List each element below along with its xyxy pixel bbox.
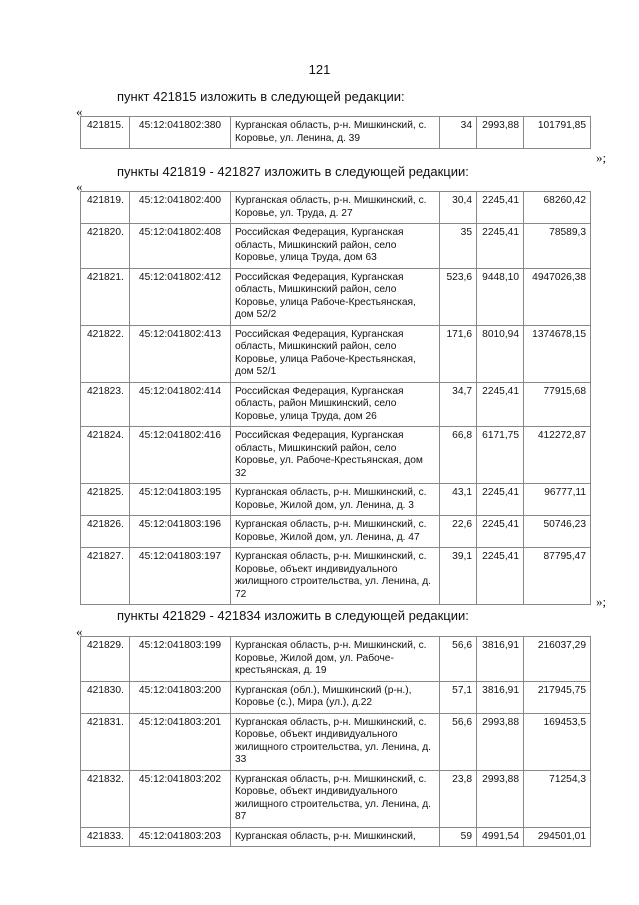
cadastral-number-cell: 45:12:041803:199 bbox=[130, 637, 231, 682]
table-row bbox=[81, 268, 591, 325]
row-number-cell: 421829. bbox=[81, 637, 130, 682]
address-cell: Российская Федерация, Курганская область, Мишкинский район, село Коровье, улица Труда, дом 63 bbox=[231, 224, 440, 269]
area-cell: 43,1 bbox=[440, 484, 477, 516]
unit-cost-cell: 6171,75 bbox=[477, 427, 524, 484]
address-cell: Российская Федерация, Курганская область, Мишкинский район, село Коровье, улица Рабоче-Крестьянская, дом 52/1 bbox=[231, 325, 440, 382]
cadastral-number-cell: 45:12:041803:203 bbox=[130, 827, 231, 847]
unit-cost-cell: 2993,88 bbox=[477, 770, 524, 827]
cadastral-number-cell: 45:12:041803:200 bbox=[130, 681, 231, 713]
unit-cost-cell: 2245,41 bbox=[477, 484, 524, 516]
open-quote: « bbox=[76, 179, 83, 194]
total-value-cell: 71254,3 bbox=[524, 770, 591, 827]
row-number-cell: 421823. bbox=[81, 382, 130, 427]
row-number-cell: 421830. bbox=[81, 681, 130, 713]
area-cell: 35 bbox=[440, 224, 477, 269]
address-cell: Курганская область, р-н. Мишкинский, с. Коровье, объект индивидуального жилищного строительства, ул. Ленина, д. 87 bbox=[231, 770, 440, 827]
row-number-cell: 421832. bbox=[81, 770, 130, 827]
cadastral-number-cell: 45:12:041802:400 bbox=[130, 192, 231, 224]
area-cell: 56,6 bbox=[440, 713, 477, 770]
section-intro: пункт 421815 изложить в следующей редакции: bbox=[117, 89, 405, 104]
unit-cost-cell: 2245,41 bbox=[477, 192, 524, 224]
address-cell: Российская Федерация, Курганская область, Мишкинский район, село Коровье, улица Рабоче-Крестьянская, дом 52/2 bbox=[231, 268, 440, 325]
area-cell: 66,8 bbox=[440, 427, 477, 484]
close-quote: »; bbox=[596, 150, 607, 165]
cadastral-number-cell: 45:12:041802:380 bbox=[130, 117, 231, 149]
total-value-cell: 96777,11 bbox=[524, 484, 591, 516]
row-number-cell: 421821. bbox=[81, 268, 130, 325]
total-value-cell: 294501,01 bbox=[524, 827, 591, 847]
address-cell: Курганская область, р-н. Мишкинский, с. Коровье, объект индивидуального жилищного строительства, ул. Ленина, д. 72 bbox=[231, 548, 440, 605]
cadastral-number-cell: 45:12:041803:201 bbox=[130, 713, 231, 770]
table-row bbox=[81, 192, 591, 224]
table-row bbox=[81, 325, 591, 382]
page-number: 121 bbox=[308, 62, 331, 77]
table-row bbox=[81, 224, 591, 269]
cadastral-number-cell: 45:12:041802:414 bbox=[130, 382, 231, 427]
unit-cost-cell: 9448,10 bbox=[477, 268, 524, 325]
address-cell: Курганская область, р-н. Мишкинский, с. Коровье, ул. Труда, д. 27 bbox=[231, 192, 440, 224]
unit-cost-cell: 2993,88 bbox=[477, 713, 524, 770]
table-row bbox=[81, 516, 591, 548]
total-value-cell: 4947026,38 bbox=[524, 268, 591, 325]
row-number-cell: 421833. bbox=[81, 827, 130, 847]
total-value-cell: 216037,29 bbox=[524, 637, 591, 682]
area-cell: 59 bbox=[440, 827, 477, 847]
area-cell: 39,1 bbox=[440, 548, 477, 605]
address-cell: Курганская область, р-н. Мишкинский, с. Коровье, Жилой дом, ул. Ленина, д. 47 bbox=[231, 516, 440, 548]
close-quote: »; bbox=[596, 594, 607, 609]
unit-cost-cell: 2245,41 bbox=[477, 382, 524, 427]
area-cell: 30,4 bbox=[440, 192, 477, 224]
total-value-cell: 169453,5 bbox=[524, 713, 591, 770]
row-number-cell: 421831. bbox=[81, 713, 130, 770]
row-number-cell: 421825. bbox=[81, 484, 130, 516]
address-cell: Российская Федерация, Курганская область, район Мишкинский, село Коровье, улица Труда, дом 26 bbox=[231, 382, 440, 427]
open-quote: « bbox=[76, 104, 83, 119]
cadastral-number-cell: 45:12:041802:408 bbox=[130, 224, 231, 269]
address-cell: Курганская область, р-н. Мишкинский, с. Коровье, Жилой дом, ул. Ленина, д. 3 bbox=[231, 484, 440, 516]
area-cell: 56,6 bbox=[440, 637, 477, 682]
address-cell: Курганская (обл.), Мишкинский (р-н.), Коровье (с.), Мира (ул.), д.22 bbox=[231, 681, 440, 713]
unit-cost-cell: 3816,91 bbox=[477, 637, 524, 682]
total-value-cell: 217945,75 bbox=[524, 681, 591, 713]
table-row bbox=[81, 117, 591, 149]
row-number-cell: 421824. bbox=[81, 427, 130, 484]
table-row bbox=[81, 382, 591, 427]
row-number-cell: 421827. bbox=[81, 548, 130, 605]
unit-cost-cell: 3816,91 bbox=[477, 681, 524, 713]
cadastral-number-cell: 45:12:041803:196 bbox=[130, 516, 231, 548]
row-number-cell: 421820. bbox=[81, 224, 130, 269]
table-row bbox=[81, 770, 591, 827]
row-number-cell: 421826. bbox=[81, 516, 130, 548]
table-row bbox=[81, 548, 591, 605]
total-value-cell: 87795,47 bbox=[524, 548, 591, 605]
total-value-cell: 50746,23 bbox=[524, 516, 591, 548]
table-row bbox=[81, 427, 591, 484]
cadastral-number-cell: 45:12:041803:202 bbox=[130, 770, 231, 827]
unit-cost-cell: 4991,54 bbox=[477, 827, 524, 847]
section-table bbox=[80, 191, 591, 605]
section-intro: пункты 421829 - 421834 изложить в следующей редакции: bbox=[117, 608, 469, 623]
unit-cost-cell: 2245,41 bbox=[477, 516, 524, 548]
table-row bbox=[81, 681, 591, 713]
address-cell: Курганская область, р-н. Мишкинский, bbox=[231, 827, 440, 847]
address-cell: Курганская область, р-н. Мишкинский, с. Коровье, объект индивидуального жилищного строительства, ул. Ленина, д. 33 bbox=[231, 713, 440, 770]
table-row bbox=[81, 484, 591, 516]
area-cell: 34 bbox=[440, 117, 477, 149]
area-cell: 523,6 bbox=[440, 268, 477, 325]
table-row bbox=[81, 637, 591, 682]
unit-cost-cell: 2245,41 bbox=[477, 224, 524, 269]
total-value-cell: 101791,85 bbox=[524, 117, 591, 149]
area-cell: 171,6 bbox=[440, 325, 477, 382]
total-value-cell: 1374678,15 bbox=[524, 325, 591, 382]
cadastral-number-cell: 45:12:041802:413 bbox=[130, 325, 231, 382]
address-cell: Курганская область, р-н. Мишкинский, с. Коровье, ул. Ленина, д. 39 bbox=[231, 117, 440, 149]
area-cell: 23,8 bbox=[440, 770, 477, 827]
unit-cost-cell: 2993,88 bbox=[477, 117, 524, 149]
open-quote: « bbox=[76, 624, 83, 639]
address-cell: Российская Федерация, Курганская область, Мишкинский район, село Коровье, ул. Рабоче-Крестьянская, дом 32 bbox=[231, 427, 440, 484]
total-value-cell: 412272,87 bbox=[524, 427, 591, 484]
total-value-cell: 77915,68 bbox=[524, 382, 591, 427]
total-value-cell: 68260,42 bbox=[524, 192, 591, 224]
section-intro: пункты 421819 - 421827 изложить в следующей редакции: bbox=[117, 164, 469, 179]
row-number-cell: 421819. bbox=[81, 192, 130, 224]
table-row bbox=[81, 713, 591, 770]
cadastral-number-cell: 45:12:041803:197 bbox=[130, 548, 231, 605]
section-table bbox=[80, 636, 591, 847]
cadastral-number-cell: 45:12:041802:416 bbox=[130, 427, 231, 484]
area-cell: 34,7 bbox=[440, 382, 477, 427]
area-cell: 57,1 bbox=[440, 681, 477, 713]
section-table bbox=[80, 116, 591, 149]
unit-cost-cell: 2245,41 bbox=[477, 548, 524, 605]
row-number-cell: 421822. bbox=[81, 325, 130, 382]
address-cell: Курганская область, р-н. Мишкинский, с. Коровье, Жилой дом, ул. Рабоче-крестьянская, д. 19 bbox=[231, 637, 440, 682]
area-cell: 22,6 bbox=[440, 516, 477, 548]
table-row bbox=[81, 827, 591, 847]
row-number-cell: 421815. bbox=[81, 117, 130, 149]
total-value-cell: 78589,3 bbox=[524, 224, 591, 269]
cadastral-number-cell: 45:12:041803:195 bbox=[130, 484, 231, 516]
unit-cost-cell: 8010,94 bbox=[477, 325, 524, 382]
cadastral-number-cell: 45:12:041802:412 bbox=[130, 268, 231, 325]
